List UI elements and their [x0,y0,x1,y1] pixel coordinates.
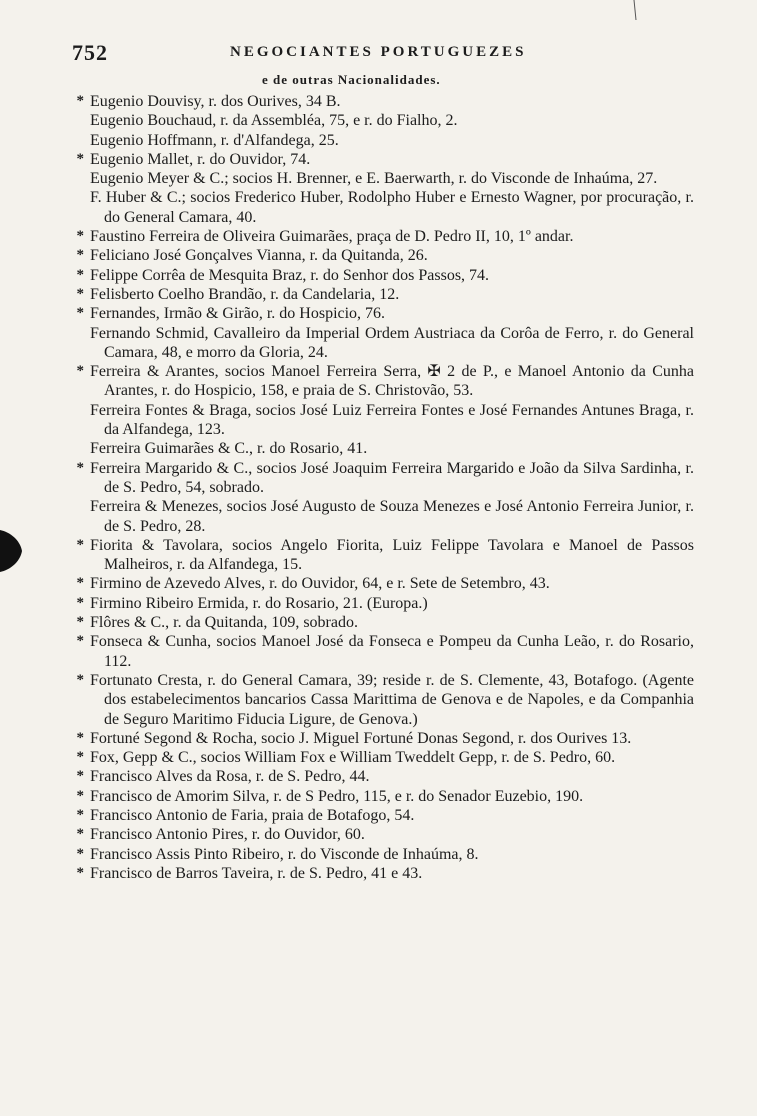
entry-marker: * [76,806,84,823]
entry-text: Francisco Antonio de Faria, praia de Botafogo, 54. [90,806,415,824]
directory-entry [90,188,694,227]
entry-text: Fortunato Cresta, r. do General Camara, 39; reside r. de S. Clemente, 43, Botafogo. (Agente dos estabelecimentos bancarios Cassa Marittima de Genova e de Napoles, e da Companhia de Seguro Maritimo Fiducia Ligure, de Genova.) [90,671,694,728]
directory-entry [90,401,694,440]
entry-text: Francisco Alves da Rosa, r. de S. Pedro, 44. [90,768,370,786]
entry-marker: * [76,845,84,862]
entry-text: Eugenio Hoffmann, r. d'Alfandega, 25. [90,131,339,149]
entry-marker: * [76,768,84,785]
entry-text: Francisco Assis Pinto Ribeiro, r. do Visconde de Inhaúma, 8. [90,845,479,863]
entry-text: Fiorita & Tavolara, socios Angelo Fiorita, Luiz Felippe Tavolara e Manoel de Passos Malheiros, r. da Alfandega, 15. [90,536,694,574]
directory-entry [90,439,694,458]
entry-text: Francisco de Barros Taveira, r. de S. Pedro, 41 e 43. [90,864,423,882]
directory-entry [76,845,694,864]
directory-entry [76,806,694,825]
directory-entry [76,729,694,748]
entry-marker: * [76,749,84,766]
directory-entry [76,632,694,671]
entry-text: Eugenio Bouchaud, r. da Assembléa, 75, e r. do Fialho, 2. [90,112,458,130]
directory-entry [76,574,694,593]
directory-entry [76,536,694,575]
entry-text: F. Huber & C.; socios Frederico Huber, Rodolpho Huber e Ernesto Wagner, por procuração, r. do General Camara, 40. [90,189,694,226]
entry-text: Faustino Ferreira de Oliveira Guimarães, praça de D. Pedro II, 10, 1º andar. [90,228,574,246]
entry-text: Eugenio Douvisy, r. dos Ourives, 34 B. [90,93,341,110]
entry-text: Fox, Gepp & C., socios William Fox e William Tweddelt Gepp, r. de S. Pedro, 60. [90,749,616,767]
entry-text: Francisco de Amorim Silva, r. de S Pedro, 115, e r. do Senador Euzebio, 190. [90,787,584,805]
directory-entry [90,497,694,536]
entry-text: Fernandes, Irmão & Girão, r. do Hospicio, 76. [90,305,386,323]
entry-text: Firmino de Azevedo Alves, r. do Ouvidor, 64, e r. Sete de Setembro, 43. [90,575,550,593]
page-subtitle: e de outras Nacionalidades. [262,72,441,87]
entry-text: Firmino Ribeiro Ermida, r. do Rosario, 21. (Europa.) [90,594,428,612]
directory-entry [76,748,694,767]
directory-entry [76,767,694,786]
entry-marker: * [76,93,84,109]
directory-entry [76,150,694,169]
entry-marker: * [76,285,84,302]
entry-text: Fonseca & Cunha, socios Manoel José da Fonseca e Pompeu da Cunha Leão, r. do Rosario, 112. [90,633,694,670]
entry-marker: * [76,864,84,881]
entry-text: Ferreira Fontes & Braga, socios José Luiz Ferreira Fontes e José Fernandes Antunes Braga, r. da Alfandega, 123. [90,401,694,439]
directory-entry [76,594,694,613]
page-header [72,40,712,68]
entry-marker: * [76,150,84,167]
entry-marker: * [76,363,84,380]
entry-marker: * [76,594,84,611]
entry-marker: * [76,536,84,553]
entry-marker: * [76,247,84,264]
directory-entry [76,864,694,883]
running-title: NEGOCIANTES PORTUGUEZES [230,44,527,60]
directory-entry [76,787,694,806]
directory-entry [76,266,694,285]
entry-marker: * [76,459,84,476]
directory-entry [76,285,694,304]
directory-entry [76,459,694,498]
entry-text: Ferreira Margarido & C., socios José Joaquim Ferreira Margarido e João da Silva Sardinha, r. de S. Pedro, 54, sobrado. [90,459,694,496]
directory-entry [90,111,694,130]
entry-text: Feliciano José Gonçalves Vianna, r. da Quitanda, 26. [90,247,428,265]
entry-marker: * [76,266,84,283]
directory-entry [76,304,694,323]
entry-marker: * [76,633,84,650]
directory-entry [90,169,694,188]
entry-marker: * [76,826,84,843]
entry-text: Francisco Antonio Pires, r. do Ouvidor, 60. [90,826,365,844]
entry-marker: * [76,614,84,631]
directory-entry [90,131,694,150]
page-number: 752 [72,40,108,65]
directory-entry [76,671,694,729]
directory-entry [76,613,694,632]
entry-text: Felisberto Coelho Brandão, r. da Candelaria, 12. [90,285,400,303]
entry-text: Flôres & C., r. da Quitanda, 109, sobrado. [90,614,358,632]
entry-list [0,92,757,883]
directory-entry [76,825,694,844]
directory-entry [76,362,694,401]
directory-entry [90,324,694,363]
entry-marker: * [76,787,84,804]
pencil-mark [633,0,637,20]
entry-text: Eugenio Mallet, r. do Ouvidor, 74. [90,150,311,168]
directory-entry [76,92,694,111]
ink-blot-mark [0,526,24,576]
entry-marker: * [76,575,84,592]
entry-text: Fortuné Segond & Rocha, socio J. Miguel Fortuné Donas Segond, r. dos Ourives 13. [90,729,632,747]
entry-marker: * [76,228,84,245]
entry-text: Felippe Corrêa de Mesquita Braz, r. do Senhor dos Passos, 74. [90,266,490,284]
directory-entry [76,227,694,246]
entry-marker: * [76,729,84,746]
entry-text: Eugenio Meyer & C.; socios H. Brenner, e E. Baerwarth, r. do Visconde de Inhaúma, 27. [90,170,658,188]
entry-text: Ferreira & Arantes, socios Manoel Ferreira Serra, ✠ 2 de P., e Manoel Antonio da Cunha Arantes, r. do Hospicio, 158, e praia de S. Christovão, 53. [90,363,694,400]
entry-text: Ferreira Guimarães & C., r. do Rosario, 41. [90,440,368,458]
entry-marker: * [76,671,84,688]
entry-marker: * [76,305,84,322]
entry-text: Fernando Schmid, Cavalleiro da Imperial Ordem Austriaca da Corôa de Ferro, r. do General Camara, 48, e morro da Gloria, 24. [90,324,694,361]
directory-entry [76,246,694,265]
entry-text: Ferreira & Menezes, socios José Augusto de Souza Menezes e José Antonio Ferreira Junior, r. de S. Pedro, 28. [90,498,694,535]
